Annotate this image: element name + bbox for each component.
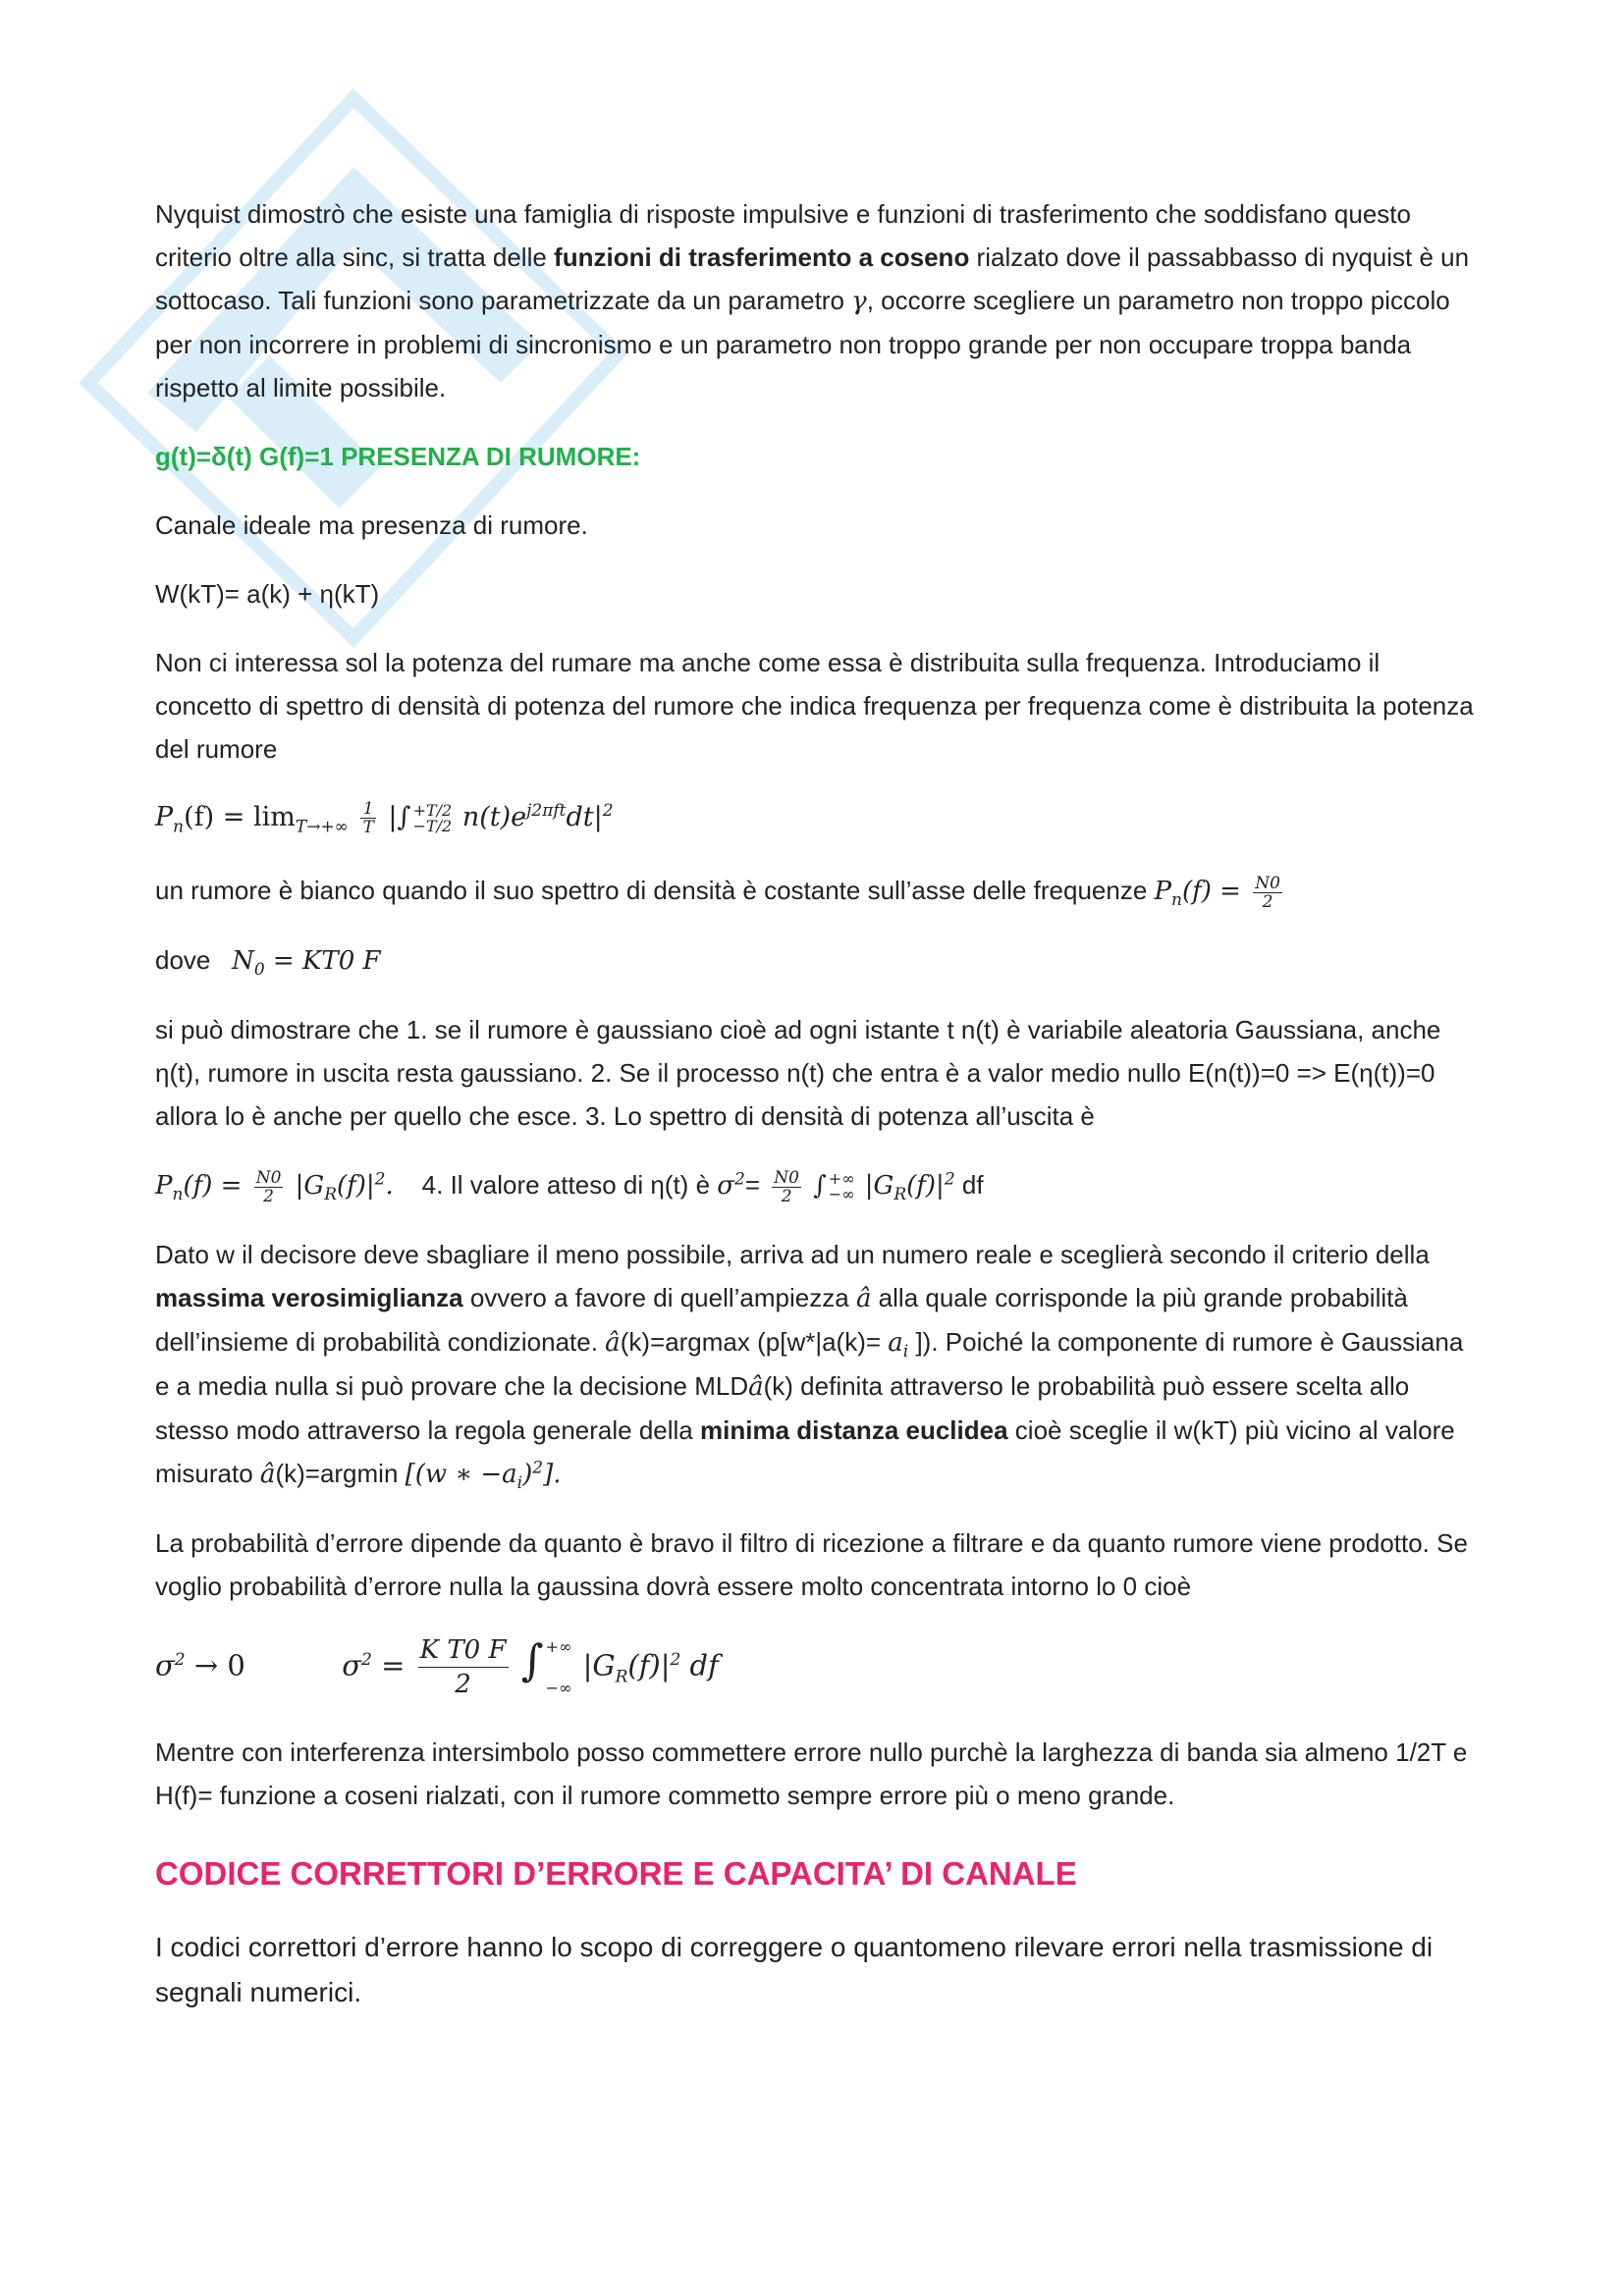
- document-body: [155, 192, 1481, 2041]
- paragraph-probabilita: La probabilità d’errore dipende da quanto è bravo il filtro di ricezione a filtrare e da quanto rumore viene prodotto. Se voglio probabilità d’errore nulla la gaussina dovrà essere molto concentrata intorno lo 0 cioè: [155, 1528, 1468, 1601]
- equation-w: W(kT)= a(k) + η(kT): [155, 579, 380, 609]
- paragraph-decisore: Dato w il decisore deve sbagliare il meno possibile, arriva ad un numero reale e sceglierà secondo il criterio della massima verosimiglianza ovvero a favore di quell’ampiezza â alla quale corrisponde la più grande probabilità dell’insieme di probabilità condizionate. â(k)=argmax ($p[w*|a(k)= a_i$ ]). Poiché la componente di rumore è Gaussiana e a media nulla si può provare che la decisione MLDâ(k) definita attraverso le probabilità può essere scelta allo stesso modo attraverso la regola generale della minima distanza euclidea cioè sceglie il w(kT) più vicino al valore misurato â(k)=argmin [(w ∗ $-a_i)^2$].: [155, 1240, 1464, 1494]
- bold-minima-distanza: minima distanza euclidea: [700, 1415, 1008, 1445]
- paragraph-potenza: Non ci interessa sol la potenza del rumare ma anche come essa è distribuita sulla frequenza. Introduciamo il concetto di spettro di densità di potenza del rumore che indica frequenza per frequenza come è distribuita la potenza del rumore: [155, 648, 1474, 764]
- paragraph-dimostrare: si può dimostrare che 1. se il rumore è gaussiano cioè ad ogni istante t n(t) è variabile aleatoria Gaussiana, anche η(t), rumore in uscita resta gaussiano. 2. Se il processo n(t) che entra è a valor medio nullo E(n(t))=0 => E(η(t))=0 allora lo è anche per quello che esce. 3. Lo spettro di densità di potenza all’uscita è: [155, 1015, 1441, 1131]
- equation-output-spectrum: $P_n(f)$ = $\frac{N0}{2}$ $|G_R(f)|^2$. 4. Il valore atteso di η(t) è $\sigma^2=$ $\frac{N0}{2}$ ∫ +∞ −∞ $|G_R(f)|^2$ df: [155, 1167, 984, 1206]
- gamma-symbol: γ: [851, 287, 867, 316]
- paragraph-mentre: Mentre con interferenza intersimbolo posso commettere errore nullo purchè la larghezza di banda sia almeno 1/2T e H(f)= funzione a coseni rialzati, con il rumore commetto sempre errore più o meno grande.: [155, 1737, 1468, 1810]
- equation-sigma: $\sigma^2 \to 0$ $\sigma^2$ = $\frac{\text{K T0 F}}{2}$ ∫ +∞ −∞ $|G_R(f)|^2$ df: [155, 1635, 719, 1699]
- bold-massima-verosimiglianza: massima verosimiglianza: [155, 1283, 463, 1312]
- bold-funzioni-trasferimento: funzioni di trasferimento a coseno: [554, 242, 970, 272]
- equation-n0: $N_0 = KT0$ F: [232, 946, 381, 981]
- paragraph-nyquist: Nyquist dimostrò che esiste una famiglia di risposte impulsive e funzioni di trasferimento che soddisfano questo criterio oltre alla sinc, si tratta delle funzioni di trasferimento a coseno rialzato dove il passabbasso di nyquist è un sottocaso. Tali funzioni sono parametrizzate da un parametro γ, occorre scegliere un parametro non troppo piccolo per non incorrere in problemi di sincronismo e un parametro non troppo grande per non occupare troppa banda rispetto al limite possibile.: [155, 199, 1470, 402]
- equation-pn-limit: $P_n(f) = \lim_{T\to+\infty}$ $\frac{1}{T}$ |∫ +T/2 −T/2 $n(t)e^{j2\pi ft}dt|^2$: [155, 799, 614, 837]
- paragraph-canale: Canale ideale ma presenza di rumore.: [155, 510, 588, 540]
- paragraph-bianco: un rumore è bianco quando il suo spettro di densità è costante sull’asse delle frequenze $P_n(f)$ = $\frac{N0}{2}$: [155, 869, 1481, 913]
- equation-bianco: $P_n(f)$ = $\frac{N0}{2}$: [1154, 873, 1280, 912]
- paragraph-dove: dove $N_0 = KT0$ F: [155, 945, 381, 981]
- paragraph-codici: I codici correttori d’errore hanno lo scopo di correggere o quantomeno rilevare errori nella trasmissione di segnali numerici.: [155, 1932, 1434, 2007]
- section-heading-codici: CODICE CORRETTORI D’ERRORE E CAPACITA’ DI CANALE: [155, 1855, 1077, 1892]
- section-heading-rumore: g(t)=δ(t) G(f)=1 PRESENZA DI RUMORE:: [155, 442, 641, 471]
